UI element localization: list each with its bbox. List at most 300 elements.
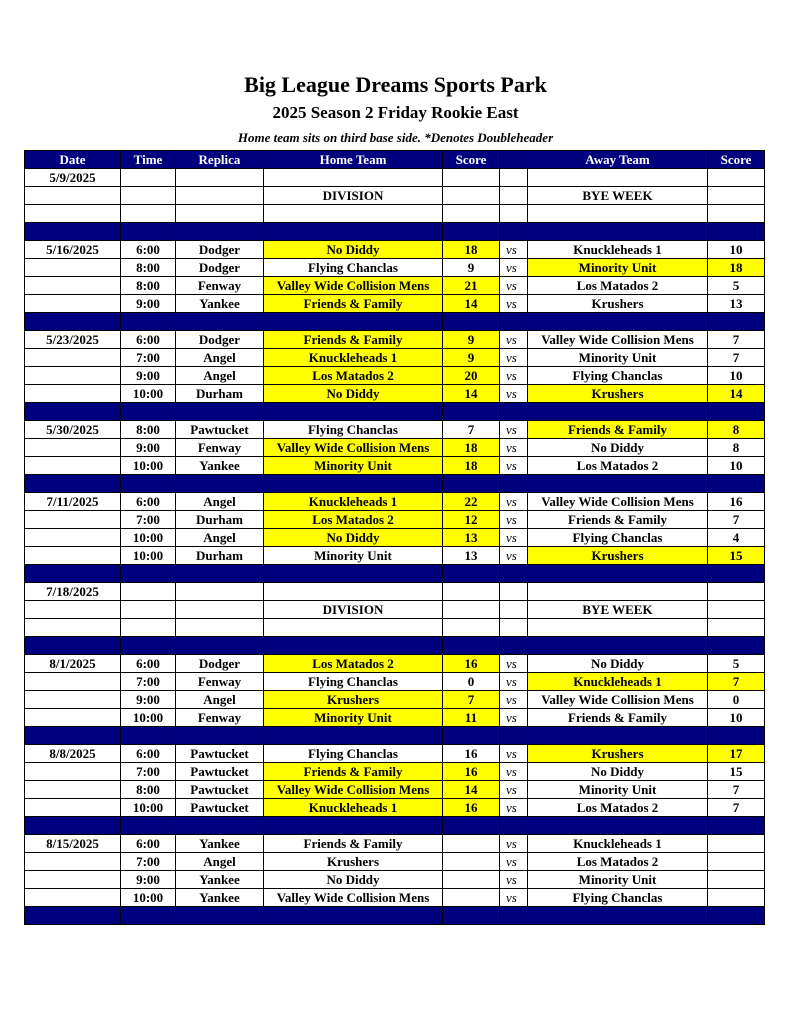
time-cell: 6:00: [121, 493, 176, 511]
schedule-table: [24, 150, 765, 925]
away-score-cell: 7: [708, 511, 765, 529]
replica-cell: Angel: [176, 529, 264, 547]
separator-cell: [500, 565, 528, 583]
col-away-score: Score: [708, 151, 765, 169]
blank-row: [25, 583, 765, 601]
home-score-cell: 7: [443, 421, 500, 439]
vs-cell: vs: [500, 835, 528, 853]
away-score-cell: [708, 619, 765, 637]
bye-week-row: [25, 187, 765, 205]
game-row: [25, 799, 765, 817]
home-score-cell: [443, 169, 500, 187]
game-row: [25, 457, 765, 475]
vs-cell: vs: [500, 655, 528, 673]
away-team-cell: [528, 205, 708, 223]
date-cell: [25, 187, 121, 205]
away-score-cell: [708, 583, 765, 601]
page-subtitle: 2025 Season 2 Friday Rookie East: [272, 103, 519, 122]
home-score-cell: 13: [443, 529, 500, 547]
separator-cell: [708, 403, 765, 421]
week-separator-row: [25, 475, 765, 493]
game-row: [25, 673, 765, 691]
replica-cell: Angel: [176, 853, 264, 871]
week-separator-row: [25, 637, 765, 655]
replica-cell: Fenway: [176, 673, 264, 691]
separator-cell: [121, 403, 176, 421]
away-score-cell: 7: [708, 799, 765, 817]
separator-cell: [500, 637, 528, 655]
replica-cell: Pawtucket: [176, 799, 264, 817]
separator-cell: [25, 637, 121, 655]
date-cell: [25, 349, 121, 367]
time-cell: 10:00: [121, 799, 176, 817]
replica-cell: Yankee: [176, 457, 264, 475]
home-team-cell: Flying Chanclas: [264, 673, 443, 691]
separator-cell: [443, 727, 500, 745]
separator-cell: [176, 907, 264, 925]
date-cell: [25, 781, 121, 799]
time-cell: 8:00: [121, 781, 176, 799]
week-separator-row: [25, 817, 765, 835]
separator-cell: [25, 727, 121, 745]
home-score-cell: 13: [443, 547, 500, 565]
col-home-score: Score: [443, 151, 500, 169]
date-cell: [25, 673, 121, 691]
game-row: [25, 781, 765, 799]
time-cell: 7:00: [121, 763, 176, 781]
away-score-cell: 16: [708, 493, 765, 511]
away-team-cell: BYE WEEK: [528, 187, 708, 205]
time-cell: 9:00: [121, 439, 176, 457]
replica-cell: Pawtucket: [176, 763, 264, 781]
time-cell: 10:00: [121, 547, 176, 565]
game-row: [25, 493, 765, 511]
time-cell: 10:00: [121, 709, 176, 727]
time-cell: [121, 619, 176, 637]
home-score-cell: [443, 853, 500, 871]
away-team-cell: Friends & Family: [528, 421, 708, 439]
separator-cell: [121, 313, 176, 331]
away-team-cell: Minority Unit: [528, 349, 708, 367]
col-date: Date: [25, 151, 121, 169]
separator-cell: [25, 475, 121, 493]
away-score-cell: [708, 205, 765, 223]
away-team-cell: Los Matados 2: [528, 799, 708, 817]
separator-cell: [176, 313, 264, 331]
home-team-cell: No Diddy: [264, 241, 443, 259]
away-team-cell: Valley Wide Collision Mens: [528, 331, 708, 349]
game-row: [25, 835, 765, 853]
home-team-cell: [264, 205, 443, 223]
week-separator-row: [25, 727, 765, 745]
date-cell: 7/11/2025: [25, 493, 121, 511]
date-cell: [25, 853, 121, 871]
separator-cell: [500, 475, 528, 493]
page-note: Home team sits on third base side. *Denotes Doubleheader: [237, 130, 554, 145]
away-score-cell: 10: [708, 457, 765, 475]
separator-cell: [528, 565, 708, 583]
date-cell: 5/9/2025: [25, 169, 121, 187]
separator-cell: [121, 223, 176, 241]
separator-cell: [708, 727, 765, 745]
separator-cell: [708, 565, 765, 583]
separator-cell: [25, 223, 121, 241]
away-team-cell: Krushers: [528, 295, 708, 313]
vs-cell: [500, 619, 528, 637]
home-team-cell: Flying Chanclas: [264, 421, 443, 439]
separator-cell: [443, 313, 500, 331]
away-score-cell: 4: [708, 529, 765, 547]
vs-cell: [500, 187, 528, 205]
separator-cell: [708, 313, 765, 331]
replica-cell: Pawtucket: [176, 421, 264, 439]
home-team-cell: Minority Unit: [264, 709, 443, 727]
home-team-cell: Friends & Family: [264, 331, 443, 349]
home-team-cell: DIVISION: [264, 187, 443, 205]
home-score-cell: [443, 583, 500, 601]
away-team-cell: Krushers: [528, 547, 708, 565]
col-replica: Replica: [176, 151, 264, 169]
away-team-cell: No Diddy: [528, 439, 708, 457]
replica-cell: [176, 619, 264, 637]
home-team-cell: No Diddy: [264, 385, 443, 403]
time-cell: 10:00: [121, 385, 176, 403]
separator-cell: [176, 475, 264, 493]
away-score-cell: [708, 889, 765, 907]
home-score-cell: 9: [443, 331, 500, 349]
home-team-cell: Friends & Family: [264, 835, 443, 853]
replica-cell: Angel: [176, 691, 264, 709]
away-score-cell: 0: [708, 691, 765, 709]
date-cell: 5/23/2025: [25, 331, 121, 349]
separator-cell: [176, 223, 264, 241]
date-cell: [25, 763, 121, 781]
separator-cell: [264, 475, 443, 493]
game-row: [25, 331, 765, 349]
home-score-cell: 7: [443, 691, 500, 709]
away-team-cell: Flying Chanclas: [528, 367, 708, 385]
home-score-cell: 18: [443, 439, 500, 457]
home-team-cell: Los Matados 2: [264, 511, 443, 529]
separator-cell: [121, 817, 176, 835]
time-cell: 8:00: [121, 259, 176, 277]
vs-cell: vs: [500, 853, 528, 871]
replica-cell: [176, 169, 264, 187]
separator-cell: [121, 565, 176, 583]
replica-cell: Fenway: [176, 277, 264, 295]
away-score-cell: [708, 601, 765, 619]
home-team-cell: Krushers: [264, 853, 443, 871]
separator-cell: [500, 223, 528, 241]
home-score-cell: 11: [443, 709, 500, 727]
home-score-cell: [443, 601, 500, 619]
date-cell: [25, 547, 121, 565]
game-row: [25, 745, 765, 763]
replica-cell: Fenway: [176, 439, 264, 457]
replica-cell: Angel: [176, 349, 264, 367]
separator-cell: [264, 565, 443, 583]
game-row: [25, 691, 765, 709]
away-team-cell: Valley Wide Collision Mens: [528, 691, 708, 709]
home-team-cell: No Diddy: [264, 871, 443, 889]
away-team-cell: Krushers: [528, 745, 708, 763]
time-cell: 9:00: [121, 871, 176, 889]
separator-cell: [708, 475, 765, 493]
time-cell: 10:00: [121, 889, 176, 907]
separator-cell: [500, 817, 528, 835]
game-row: [25, 367, 765, 385]
vs-cell: vs: [500, 493, 528, 511]
game-row: [25, 889, 765, 907]
separator-cell: [25, 403, 121, 421]
away-score-cell: 5: [708, 655, 765, 673]
page-title: Big League Dreams Sports Park: [244, 72, 547, 97]
separator-cell: [264, 403, 443, 421]
home-team-cell: Knuckleheads 1: [264, 799, 443, 817]
away-score-cell: 10: [708, 367, 765, 385]
away-score-cell: [708, 871, 765, 889]
date-cell: [25, 277, 121, 295]
game-row: [25, 655, 765, 673]
separator-cell: [25, 907, 121, 925]
date-cell: [25, 205, 121, 223]
away-team-cell: [528, 583, 708, 601]
away-score-cell: 13: [708, 295, 765, 313]
separator-cell: [708, 223, 765, 241]
replica-cell: [176, 601, 264, 619]
home-team-cell: Flying Chanclas: [264, 259, 443, 277]
game-row: [25, 421, 765, 439]
separator-cell: [500, 313, 528, 331]
date-cell: [25, 871, 121, 889]
date-cell: 8/1/2025: [25, 655, 121, 673]
home-team-cell: No Diddy: [264, 529, 443, 547]
vs-cell: vs: [500, 745, 528, 763]
away-score-cell: 8: [708, 439, 765, 457]
date-cell: [25, 385, 121, 403]
home-team-cell: Valley Wide Collision Mens: [264, 277, 443, 295]
away-score-cell: 17: [708, 745, 765, 763]
separator-cell: [528, 817, 708, 835]
date-cell: [25, 799, 121, 817]
time-cell: 7:00: [121, 853, 176, 871]
date-cell: [25, 691, 121, 709]
game-row: [25, 385, 765, 403]
vs-cell: vs: [500, 457, 528, 475]
replica-cell: Durham: [176, 547, 264, 565]
replica-cell: Pawtucket: [176, 745, 264, 763]
replica-cell: [176, 583, 264, 601]
away-team-cell: Knuckleheads 1: [528, 241, 708, 259]
home-team-cell: Valley Wide Collision Mens: [264, 889, 443, 907]
home-score-cell: 22: [443, 493, 500, 511]
replica-cell: Angel: [176, 367, 264, 385]
separator-cell: [176, 565, 264, 583]
away-team-cell: [528, 619, 708, 637]
game-row: [25, 259, 765, 277]
week-separator-row: [25, 223, 765, 241]
vs-cell: vs: [500, 889, 528, 907]
time-cell: 6:00: [121, 241, 176, 259]
away-team-cell: Knuckleheads 1: [528, 835, 708, 853]
away-score-cell: 7: [708, 349, 765, 367]
away-score-cell: 15: [708, 763, 765, 781]
separator-cell: [528, 313, 708, 331]
date-cell: [25, 295, 121, 313]
date-cell: 5/16/2025: [25, 241, 121, 259]
separator-cell: [528, 223, 708, 241]
time-cell: 7:00: [121, 349, 176, 367]
date-cell: [25, 259, 121, 277]
game-row: [25, 547, 765, 565]
vs-cell: [500, 205, 528, 223]
vs-cell: vs: [500, 385, 528, 403]
home-score-cell: 14: [443, 781, 500, 799]
time-cell: 9:00: [121, 295, 176, 313]
replica-cell: Dodger: [176, 259, 264, 277]
home-score-cell: 14: [443, 385, 500, 403]
vs-cell: vs: [500, 691, 528, 709]
game-row: [25, 853, 765, 871]
separator-cell: [264, 817, 443, 835]
date-cell: 8/15/2025: [25, 835, 121, 853]
separator-cell: [443, 475, 500, 493]
home-score-cell: 16: [443, 745, 500, 763]
away-score-cell: 8: [708, 421, 765, 439]
vs-cell: vs: [500, 709, 528, 727]
home-score-cell: [443, 889, 500, 907]
away-team-cell: Los Matados 2: [528, 457, 708, 475]
game-row: [25, 511, 765, 529]
separator-cell: [121, 727, 176, 745]
separator-cell: [25, 817, 121, 835]
separator-cell: [528, 727, 708, 745]
separator-cell: [528, 637, 708, 655]
time-cell: [121, 187, 176, 205]
home-score-cell: [443, 871, 500, 889]
away-team-cell: Los Matados 2: [528, 853, 708, 871]
week-separator-row: [25, 313, 765, 331]
date-cell: 8/8/2025: [25, 745, 121, 763]
home-score-cell: 16: [443, 799, 500, 817]
replica-cell: Yankee: [176, 871, 264, 889]
vs-cell: vs: [500, 763, 528, 781]
replica-cell: Dodger: [176, 331, 264, 349]
game-row: [25, 241, 765, 259]
date-cell: [25, 439, 121, 457]
away-score-cell: 7: [708, 331, 765, 349]
date-cell: 5/30/2025: [25, 421, 121, 439]
away-team-cell: BYE WEEK: [528, 601, 708, 619]
replica-cell: [176, 187, 264, 205]
game-row: [25, 439, 765, 457]
header-row: [25, 151, 765, 169]
home-team-cell: DIVISION: [264, 601, 443, 619]
away-team-cell: Flying Chanclas: [528, 529, 708, 547]
time-cell: 9:00: [121, 691, 176, 709]
time-cell: 7:00: [121, 511, 176, 529]
home-team-cell: Los Matados 2: [264, 655, 443, 673]
away-team-cell: No Diddy: [528, 655, 708, 673]
blank-row: [25, 205, 765, 223]
home-score-cell: [443, 187, 500, 205]
vs-cell: vs: [500, 529, 528, 547]
date-cell: [25, 709, 121, 727]
home-team-cell: [264, 169, 443, 187]
away-team-cell: Knuckleheads 1: [528, 673, 708, 691]
vs-cell: [500, 169, 528, 187]
separator-cell: [708, 817, 765, 835]
time-cell: 6:00: [121, 835, 176, 853]
time-cell: [121, 583, 176, 601]
col-away-team: Away Team: [528, 151, 708, 169]
replica-cell: [176, 205, 264, 223]
date-cell: [25, 511, 121, 529]
date-cell: [25, 619, 121, 637]
separator-cell: [264, 727, 443, 745]
away-score-cell: [708, 835, 765, 853]
replica-cell: Pawtucket: [176, 781, 264, 799]
separator-cell: [443, 403, 500, 421]
home-team-cell: Krushers: [264, 691, 443, 709]
blank-row: [25, 619, 765, 637]
vs-cell: vs: [500, 871, 528, 889]
separator-cell: [443, 637, 500, 655]
col-home-team: Home Team: [264, 151, 443, 169]
time-cell: 8:00: [121, 421, 176, 439]
game-row: [25, 709, 765, 727]
away-score-cell: 14: [708, 385, 765, 403]
blank-row: [25, 169, 765, 187]
vs-cell: vs: [500, 673, 528, 691]
separator-cell: [708, 907, 765, 925]
game-row: [25, 277, 765, 295]
time-cell: 9:00: [121, 367, 176, 385]
vs-cell: vs: [500, 295, 528, 313]
date-cell: 7/18/2025: [25, 583, 121, 601]
home-score-cell: 0: [443, 673, 500, 691]
separator-cell: [443, 223, 500, 241]
replica-cell: Dodger: [176, 655, 264, 673]
home-team-cell: Los Matados 2: [264, 367, 443, 385]
vs-cell: vs: [500, 259, 528, 277]
col-time: Time: [121, 151, 176, 169]
time-cell: 6:00: [121, 331, 176, 349]
separator-cell: [528, 475, 708, 493]
separator-cell: [121, 637, 176, 655]
home-score-cell: 9: [443, 349, 500, 367]
away-team-cell: Minority Unit: [528, 781, 708, 799]
replica-cell: Yankee: [176, 889, 264, 907]
bye-week-row: [25, 601, 765, 619]
replica-cell: Fenway: [176, 709, 264, 727]
game-row: [25, 871, 765, 889]
away-score-cell: [708, 169, 765, 187]
away-score-cell: 5: [708, 277, 765, 295]
home-score-cell: 18: [443, 241, 500, 259]
time-cell: [121, 169, 176, 187]
date-cell: [25, 601, 121, 619]
away-team-cell: Friends & Family: [528, 511, 708, 529]
away-team-cell: Minority Unit: [528, 259, 708, 277]
away-team-cell: Minority Unit: [528, 871, 708, 889]
vs-cell: vs: [500, 547, 528, 565]
week-separator-row: [25, 907, 765, 925]
away-team-cell: Friends & Family: [528, 709, 708, 727]
separator-cell: [176, 727, 264, 745]
vs-cell: vs: [500, 511, 528, 529]
away-score-cell: 7: [708, 673, 765, 691]
